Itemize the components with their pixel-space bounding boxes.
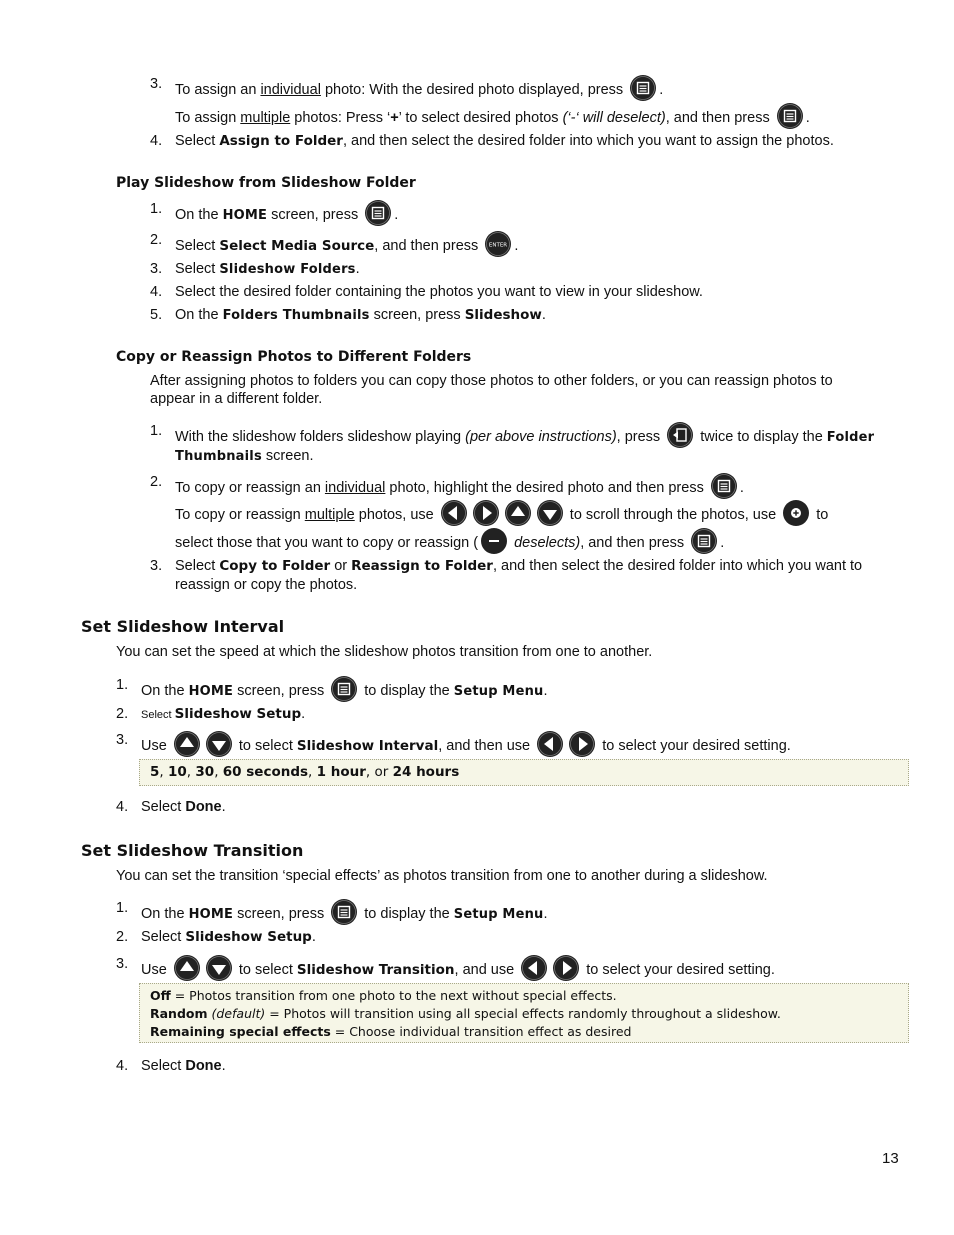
step-number: 3. xyxy=(116,732,129,748)
step-3-multiple: To assign multiple photos: Press ‘+’ to select desired photos (‘-‘ will deselect), and then press . xyxy=(175,104,810,132)
play-step-3: Select Slideshow Folders. xyxy=(175,261,360,277)
step-number: 2. xyxy=(150,474,163,490)
copy-step-2-multiple: To copy or reassign multiple photos, use to scroll through the photos, use to xyxy=(175,501,828,529)
menu-icon xyxy=(364,199,392,227)
play-step-2: Select Select Media Source, and then press ENTER . xyxy=(175,232,518,260)
transition-step-2: Select Slideshow Setup. xyxy=(141,929,316,945)
interval-step-1: On the HOME screen, press to display the Setup Menu. xyxy=(141,677,548,705)
copy-step-3: Select Copy to Folder or Reassign to Folder, and then select the desired folder into which you want to xyxy=(175,558,863,574)
option-off: Off = Photos transition from one photo to the next without special effects. xyxy=(150,988,617,1003)
heading-copy-reassign: Copy or Reassign Photos to Different Folders xyxy=(116,349,472,365)
interval-intro: You can set the speed at which the slideshow photos transition from one to another. xyxy=(116,644,653,660)
menu-icon xyxy=(330,675,358,703)
step-number: 4. xyxy=(150,133,163,149)
interval-options: 5, 10, 30, 60 seconds, 1 hour, or 24 hours xyxy=(150,764,460,780)
left-arrow-icon xyxy=(536,730,564,758)
step-number: 2. xyxy=(116,706,129,722)
page-number: 13 xyxy=(882,1150,899,1167)
step-number: 1. xyxy=(150,423,163,439)
menu-icon xyxy=(710,472,738,500)
left-arrow-icon xyxy=(520,954,548,982)
down-arrow-icon xyxy=(205,954,233,982)
interval-step-3: Use to select Slideshow Interval, and then use to select your desired setting. xyxy=(141,732,791,760)
interval-step-2: Select Slideshow Setup. xyxy=(141,706,306,722)
step-number: 1. xyxy=(116,677,129,693)
step-number: 2. xyxy=(116,929,129,945)
menu-icon xyxy=(776,102,804,130)
step-number: 4. xyxy=(150,284,163,300)
step-number: 3. xyxy=(150,76,163,92)
transition-step-3: Use to select Slideshow Transition, and use to select your desired setting. xyxy=(141,956,775,984)
play-step-4: Select the desired folder containing the photos you want to view in your slideshow. xyxy=(175,284,703,300)
interval-options-box xyxy=(139,759,909,786)
step-number: 5. xyxy=(150,307,163,323)
step-number: 3. xyxy=(150,261,163,277)
up-arrow-icon xyxy=(173,730,201,758)
svg-text:ENTER: ENTER xyxy=(489,242,508,249)
step-number: 3. xyxy=(150,558,163,574)
play-step-5: On the Folders Thumbnails screen, press Slideshow. xyxy=(175,307,546,323)
heading-play-slideshow: Play Slideshow from Slideshow Folder xyxy=(116,175,416,191)
step-number: 3. xyxy=(116,956,129,972)
step-number: 1. xyxy=(116,900,129,916)
play-step-1: On the HOME screen, press . xyxy=(175,201,398,229)
enter-icon xyxy=(484,230,512,258)
copy-step-2-cont: select those that you want to copy or reassign ( deselects), and then press . xyxy=(175,529,724,557)
right-arrow-icon xyxy=(552,954,580,982)
transition-step-1: On the HOME screen, press to display the Setup Menu. xyxy=(141,900,548,928)
down-arrow-icon xyxy=(536,499,564,527)
interval-step-4: Select Done. xyxy=(141,799,226,815)
copy-step-3-cont: reassign or copy the photos. xyxy=(175,577,358,593)
copy-intro-line-2: appear in a different folder. xyxy=(150,391,323,407)
up-arrow-icon xyxy=(504,499,532,527)
copy-step-2-individual: To copy or reassign an individual photo, highlight the desired photo and then press . xyxy=(175,474,744,502)
option-remaining: Remaining special effects = Choose individual transition effect as desired xyxy=(150,1024,632,1039)
back-icon xyxy=(666,421,694,449)
menu-icon xyxy=(330,898,358,926)
step-4-assign: Select Assign to Folder, and then select the desired folder into which you want to assign the photos. xyxy=(175,133,834,149)
step-number: 4. xyxy=(116,799,129,815)
step-3-individual: To assign an individual photo: With the desired photo displayed, press . xyxy=(175,76,663,104)
heading-slideshow-transition: Set Slideshow Transition xyxy=(81,841,304,860)
transition-options-box xyxy=(139,983,909,1043)
left-arrow-icon xyxy=(440,499,468,527)
option-random: Random (default) = Photos will transition using all special effects randomly throughout a slideshow. xyxy=(150,1006,781,1021)
transition-step-4: Select Done. xyxy=(141,1058,226,1074)
minus-icon xyxy=(480,527,508,555)
transition-intro: You can set the transition ‘special effects’ as photos transition from one to another during a slideshow. xyxy=(116,868,768,884)
step-number: 2. xyxy=(150,232,163,248)
up-arrow-icon xyxy=(173,954,201,982)
menu-icon xyxy=(629,74,657,102)
plus-icon xyxy=(782,499,810,527)
copy-step-1-cont: Thumbnails screen. xyxy=(175,448,314,464)
right-arrow-icon xyxy=(568,730,596,758)
menu-icon xyxy=(690,527,718,555)
step-number: 1. xyxy=(150,201,163,217)
down-arrow-icon xyxy=(205,730,233,758)
copy-step-1: With the slideshow folders slideshow playing (per above instructions), press twice to display the Folder xyxy=(175,423,874,451)
copy-intro-line-1: After assigning photos to folders you can copy those photos to other folders, or you can reassign photos to xyxy=(150,373,833,389)
right-arrow-icon xyxy=(472,499,500,527)
step-number: 4. xyxy=(116,1058,129,1074)
heading-slideshow-interval: Set Slideshow Interval xyxy=(81,617,285,636)
